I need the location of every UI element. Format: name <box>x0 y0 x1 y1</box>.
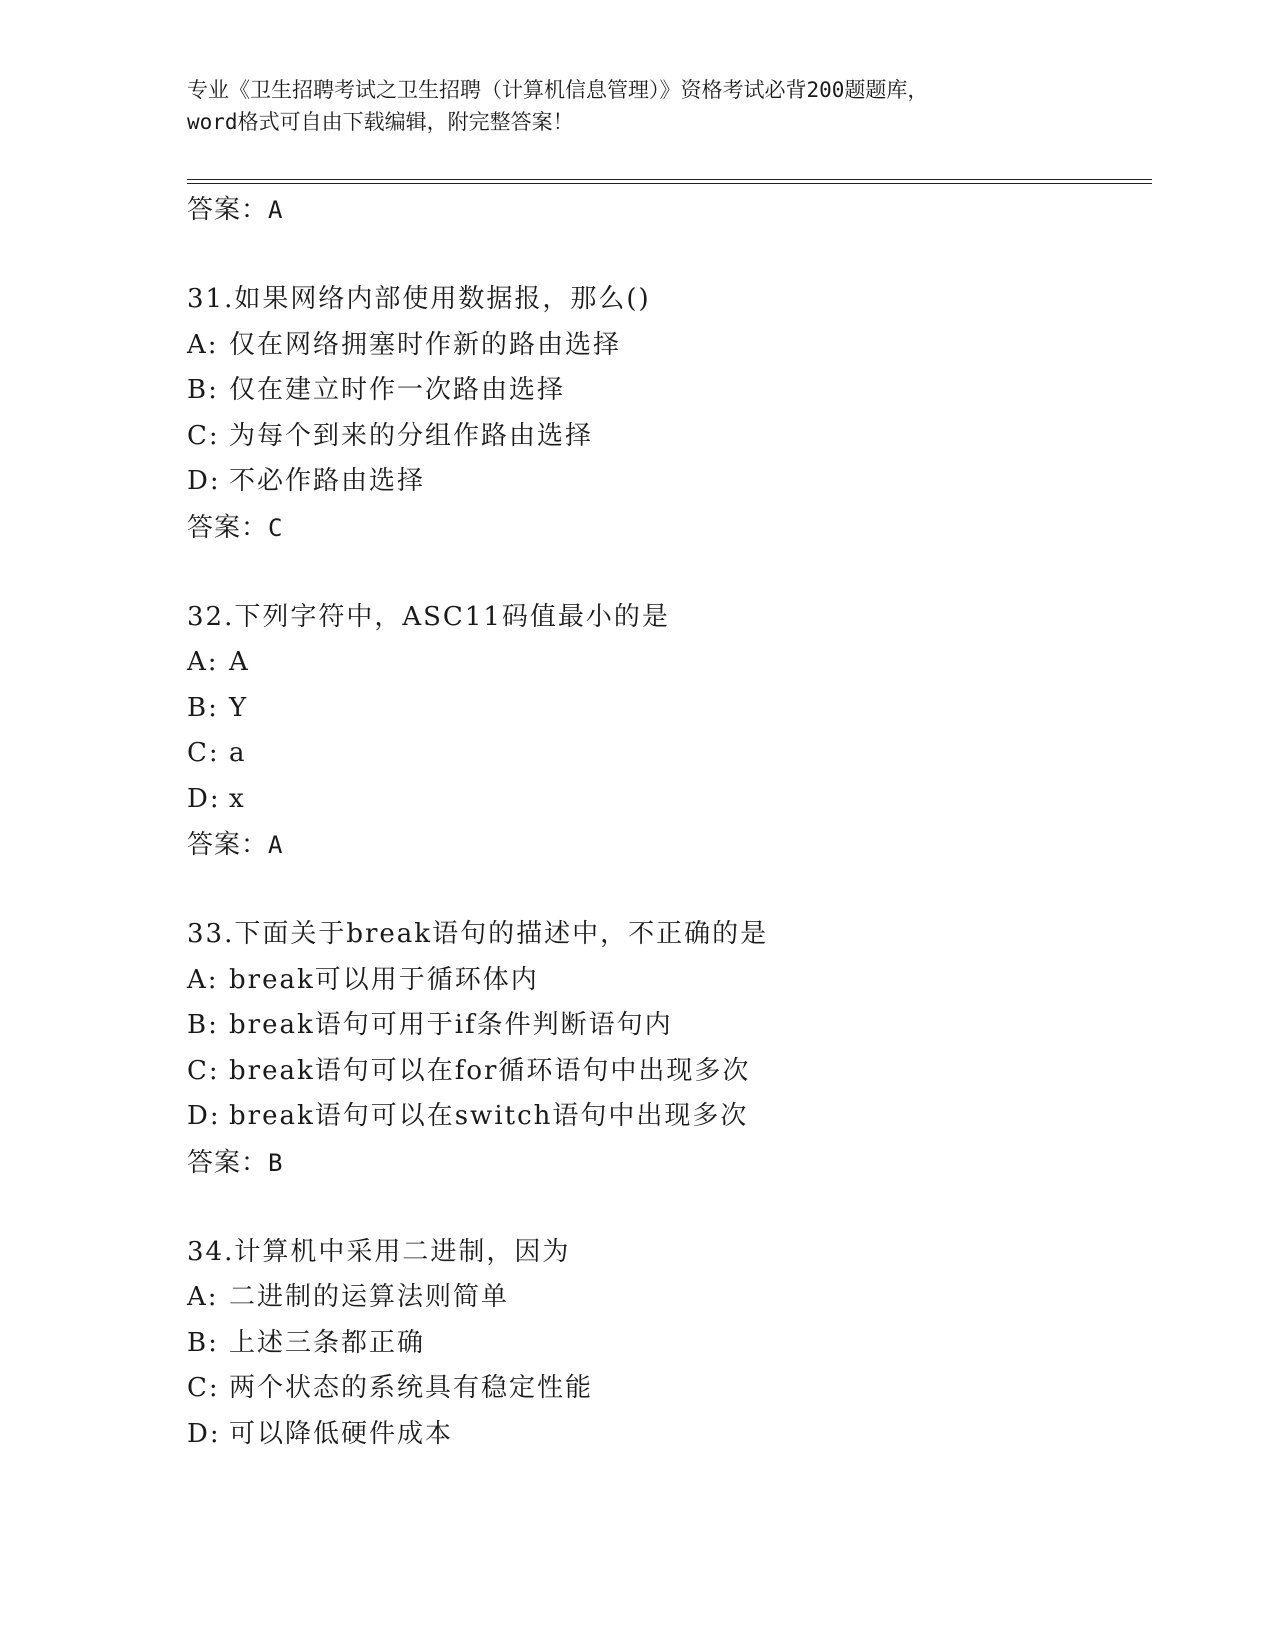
option-text: 不必作路由选择 <box>229 466 426 496</box>
answer-label: 答案： <box>187 512 269 543</box>
option-text: break语句可以在for循环语句中出现多次 <box>229 1055 751 1086</box>
question-list <box>187 187 1147 1457</box>
option-key: D: <box>187 466 221 496</box>
option-key: A: <box>187 647 219 677</box>
page-header <box>187 74 1087 138</box>
option-key: C: <box>187 1055 220 1086</box>
option-c <box>187 731 1147 777</box>
option-text: A <box>229 647 250 677</box>
option-key: B: <box>187 1327 219 1358</box>
option-key: B: <box>187 692 219 723</box>
option-a <box>187 958 1147 1004</box>
option-text: Y <box>229 692 249 723</box>
option-key: C: <box>187 1373 220 1403</box>
option-a <box>187 1275 1147 1321</box>
option-d <box>187 1094 1147 1140</box>
answer-32 <box>187 822 1147 868</box>
option-b <box>187 1003 1147 1049</box>
option-key: A: <box>187 964 219 995</box>
option-c <box>187 414 1147 460</box>
option-text: break语句可以在switch语句中出现多次 <box>229 1101 749 1131</box>
option-d <box>187 1412 1147 1458</box>
question-33 <box>187 912 1147 1186</box>
option-key: B: <box>187 1010 219 1040</box>
answer-31 <box>187 505 1147 551</box>
question-title: 32.下列字符中，ASC11码值最小的是 <box>187 601 670 632</box>
answer-value: C <box>268 513 283 542</box>
option-text: 仅在建立时作一次路由选择 <box>229 375 566 405</box>
question-32 <box>187 595 1147 869</box>
option-key: B: <box>187 375 219 405</box>
option-d <box>187 459 1147 505</box>
option-key: C: <box>187 738 220 768</box>
header-title-line-2: word格式可自由下载编辑，附完整答案！ <box>187 110 574 134</box>
previous-answer <box>187 187 1147 233</box>
option-d <box>187 777 1147 823</box>
option-text: break语句可用于if条件判断语句内 <box>229 1010 673 1040</box>
answer-label: 答案： <box>187 830 269 860</box>
option-text: 二进制的运算法则简单 <box>229 1282 510 1312</box>
option-c <box>187 1049 1147 1095</box>
answer-value: B <box>268 1148 283 1177</box>
answer-label: 答案： <box>187 195 269 225</box>
option-text: 可以降低硬件成本 <box>229 1418 454 1449</box>
option-text: a <box>229 738 247 768</box>
option-key: D: <box>187 1418 221 1449</box>
answer-value: A <box>268 831 283 859</box>
option-c <box>187 1366 1147 1412</box>
option-a <box>187 640 1147 686</box>
question-title: 34.计算机中采用二进制，因为 <box>187 1236 571 1267</box>
option-key: D: <box>187 1101 221 1131</box>
option-key: A: <box>187 329 219 360</box>
option-key: A: <box>187 1282 219 1312</box>
option-text: 两个状态的系统具有稳定性能 <box>229 1373 594 1403</box>
question-31 <box>187 277 1147 551</box>
option-key: C: <box>187 420 220 451</box>
header-rule-top <box>187 179 1152 180</box>
option-text: break可以用于循环体内 <box>229 964 539 995</box>
question-34 <box>187 1230 1147 1458</box>
answer-label: 答案： <box>187 1147 269 1178</box>
option-b <box>187 686 1147 732</box>
question-title: 33.下面关于break语句的描述中，不正确的是 <box>187 919 769 949</box>
option-b <box>187 368 1147 414</box>
option-text: 为每个到来的分组作路由选择 <box>229 420 594 451</box>
option-a <box>187 323 1147 369</box>
option-b <box>187 1321 1147 1367</box>
answer-33 <box>187 1140 1147 1186</box>
option-text: x <box>229 783 246 814</box>
question-title: 31.如果网络内部使用数据报，那么() <box>187 284 651 314</box>
answer-value: A <box>268 196 283 224</box>
header-rule-bottom <box>187 183 1152 184</box>
option-key: D: <box>187 783 221 814</box>
option-text: 上述三条都正确 <box>229 1327 426 1358</box>
option-text: 仅在网络拥塞时作新的路由选择 <box>229 329 622 360</box>
header-title-line-1: 专业《卫生招聘考试之卫生招聘（计算机信息管理）》资格考试必背200题题库， <box>187 78 929 102</box>
